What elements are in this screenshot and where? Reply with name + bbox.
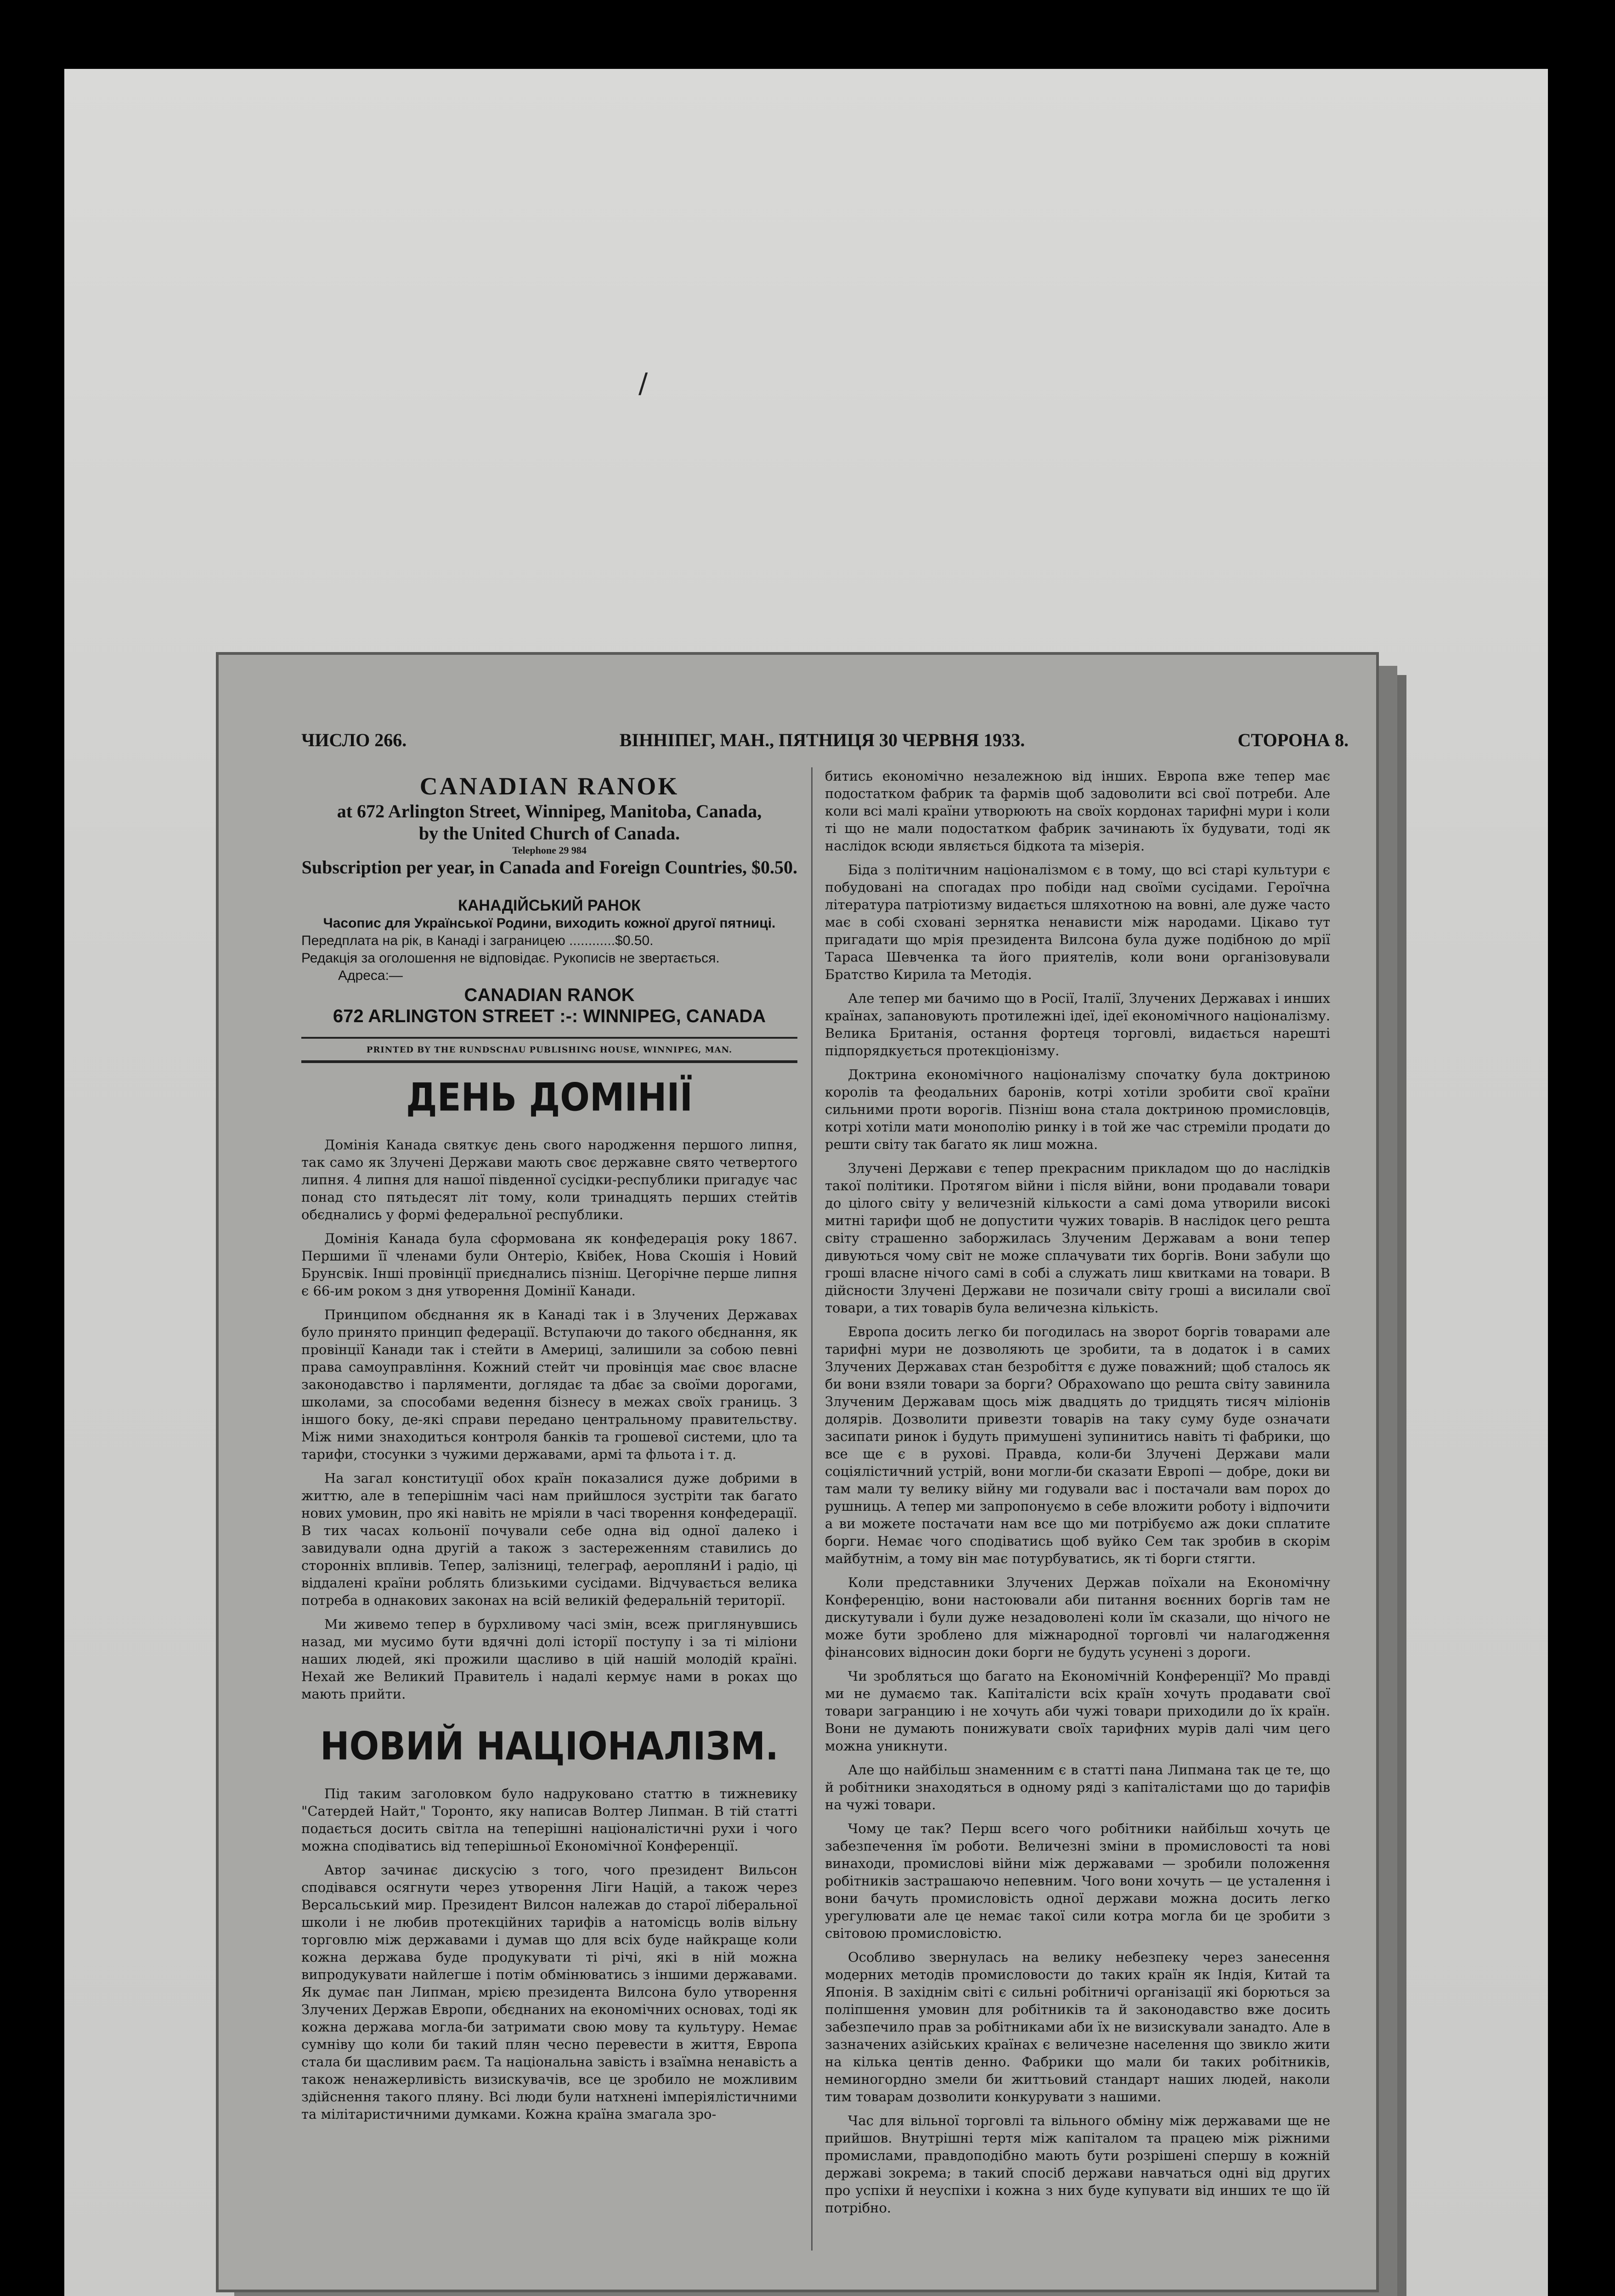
- paragraph: Чому це так? Перш всего чого робітники найбільш хочуть це забезпечення їм роботи. Величезні зміни в промисловості та нові винаходи, промислові війни між державами — зробили положення робітників застрашаючо непевним. Чого вони хочуть — це усталення і вони бачуть промисловість одної держави можна досить легко урегулювати але це немає такої сили котра могла би це зробити з світовою промисловістю.: [825, 1821, 1330, 1941]
- paragraph: Час для вільної торговлі та вільного обміну між державами ще не прийшов. Внутрішні тертя між капіталом та працею між ріжними промислами, правдоподібно мають бути розрішені спершу в кожній державі зокрема; в такий спосіб держави навчаться одні від других про успіхи й неуспіхи і кожна з них буде купувати від инших те що їй потрібно.: [825, 2113, 1330, 2216]
- paragraph: Автор зачинає дискусію з того, чого президент Вильсон сподівався осягнути через утворення Ліги Націй, а також через Версальський мир. Президент Вилсон належав до старої ліберальної школи і не любив протекційних тарифів а натомісць волів вільну торговлю між державами і думав що для всіх буде найкраще коли кожна держава буде продукувати ті річі, які в ній можна випродукувати найлегше і потім обмінюватись з іншими державами. Як думає пан Липман, мрією президента Вилсона було утворення Злучених Держав Европи, обєднаних на економічних основах, тоді як кожна держава могла-би затримати свою мову та культуру. Немає сумніву що коли би такий плян чесно перевести в життя, Европа стала би щасливим раєм. Та національна завість і взаїмна ненавість а також ненажерливість визискувачів, все це зробило не можливим здійснення такого пляну. Всі люди були натхнені імперіялістичними та мілітаристичними думками. Кожна країна змагала зро-: [301, 1862, 797, 2122]
- address-label: Адреса:—: [338, 968, 403, 983]
- masthead-telephone: Telephone 29 984: [512, 844, 587, 856]
- article-title: НОВИЙ НАЦІОНАЛІЗМ.: [320, 1723, 779, 1769]
- paragraph: Ми живемо тепер в бурхливому часі змін, всеж приглянувшись назад, ми мусимо бути вдячні долі історії поступу і за ті міліони наших людей, які прожили щасливо в цій нашій молодій країні. Нехай же Великий Правитель і надалі кермує нами в роках що мають прийти.: [301, 1616, 797, 1702]
- paragraph: Домінія Канада була сформована як конфедерація року 1867. Першими її членами були Онтеріо, Квібек, Нова Скошія і Новий Брунсвік. Інші провінції приєднались пізніш. Цегорічне перше липня є 66-им роком з дня утворення Домінії Канади.: [301, 1231, 797, 1299]
- rule: [301, 1060, 797, 1063]
- page-number: СТОРОНА 8.: [1237, 729, 1349, 750]
- address-name: CANADIAN RANOK: [464, 985, 635, 1005]
- article-body: [301, 1136, 797, 1703]
- masthead: [301, 772, 797, 878]
- newspaper-page: [216, 652, 1379, 2292]
- paragraph: Домінія Канада святкує день свого народження першого липня, так само як Злучені Держави мають своє державне свято четвертого липня. 4 липня для нашої південної сусідки-республики пригадує час понад сто пятьдесят літ тому, коли тринадцять перших стейтів обєднались у формі федеральної республики.: [301, 1137, 797, 1222]
- ukrainian-subtitle: Часопис для Української Родини, виходить кожної другої пятниці.: [323, 916, 776, 931]
- paragraph: Але що найбільш знаменним є в статті пана Липмана так це те, що й робітники знаходяться в одному ряді з капіталістами що до тарифів на чужі товари.: [825, 1762, 1330, 1812]
- page-header: [301, 724, 1349, 756]
- paragraph: Біда з політичним націоналізмом є в тому, що всі старі культури є побудовані на спогадах про побіди над своїми сусідами. Героїчна література патріотизму видається шляхотною на вовні, але дуже часто має в собі сховані зерняткa ненависти між народами. Цікаво тут пригадати що мрія президента Вилсона була дуже подібною до мрії Тараса Шевченка та його приятелів, коли вони організовували Братство Кирила та Методія.: [825, 862, 1330, 982]
- paragraph: Чи зробляться що багато на Економічній Конференції? Мо правді ми не думаємо так. Капіталісти всіх країн хочуть продавати свої товари загранцию і не хочуть аби чужі товари приходили до їх країн. Вони не думають понижувати своїх тарифних мурів далі чим цего можна уникнути.: [825, 1668, 1330, 1754]
- issue-number: ЧИСЛО 266.: [301, 729, 407, 750]
- paragraph: На загал конституції обох країн показалися дуже добрими в життю, але в теперішнім часі нам прийшлося зустріти так багато нових умовин, про які навіть не мріяли в часі творення конфедерації. В тих часах кольонії почували себе одна від одної далеко і завидували одна другій а також з застереженням ставились до сторонніх впливів. Тепер, залізниці, телеграф, аероплянИ і радіо, ці віддалені країни роблять близькими сусідами. Відчувається велика потреба в однакових законах на всій великій федеральній території.: [301, 1470, 797, 1608]
- paragraph: битись економічно незалежною від інших. Европа вже тепер має подостатком фабрик та фармів щоб задоволити всі свої потреби. Але коли всі малі країни утворюють на своїх кордонах тарифні мури і коли ті що не мали подостатком фабрик зачинають їх будувати, тоді як наслідок всюди являється бідкота та мізерія.: [825, 768, 1330, 854]
- printed-by: PRINTED BY THE RUNDSCHAU PUBLISHING HOUSE, WINNIPEG, MAN.: [366, 1045, 733, 1055]
- right-column: [825, 767, 1330, 2251]
- scratch-mark: /: [638, 367, 648, 400]
- paragraph: Европа досить легко би погодилась на зворот боргів товарами але тарифні мури не дозволяють це зробити, та в додаток і в самих Злучених Державах стан безробіття є дуже поважний; щоб сталось як би вони взяли товари за борги? Обрахowano що решта світу завинила Злученим Державам щось між двадцять до тридцять тисяч міліонів долярів. Дозволити привезти товарів на таку суму буде означати засипати ринок і будуть примушені зупинитись навіть ті фабрики, що все ще є в руховi. Правда, коли-би Злучені Держави мали соціялістичний устрій, вони могли-би сказати Европі — добре, доки ви там мали ту велику війну ми годували вас і постачали вам порох до рушниць. А тепер ми запропонуємо в себе вложити роботу і відпочити а ви можете постачати нам все що ми потрібуємо аж доки сплатите борги. Немає чого сподіватись щоб вуйко Сем так зробив в скорім майбутнім, а тому він має потурбуватись, як ті борги стягти.: [825, 1324, 1330, 1566]
- dateline: ВІННІПЕГ, МАН., ПЯТНИЦЯ 30 ЧЕРВНЯ 1933.: [619, 729, 1025, 750]
- masthead-publisher: by the United Church of Canada.: [418, 823, 680, 844]
- left-column: [301, 767, 797, 2251]
- masthead-address: at 672 Arlington Street, Winnipeg, Manitoba, Canada,: [337, 801, 762, 822]
- column-divider: [811, 767, 813, 2251]
- article-title: ДЕНЬ ДОМІНІЇ: [406, 1075, 693, 1120]
- masthead-title: CANADIAN RANOK: [419, 772, 679, 800]
- paragraph: Особливо звернулась на велику небезпеку через занесення модерних методів промисловости до таких країн як Індія, Китай та Японія. В західнім світі є сильні робітничі організації які борються за поліпшення умовин для робітників та й законодавство вже досить забезпечило прав за робітниками аби їх не визискували занадто. Але в зазначених азійських країнах є величезне населення що звикло жити на кілька центів денно. Фабрики що мали би таких робітників, неминогордно змели би життьовий стандарт наших людей, наколи тим товарам дозволити конкурувати з нашими.: [825, 1949, 1330, 2105]
- rule: [301, 1037, 797, 1039]
- paragraph: Принципом обєднання як в Канаді так і в Злучених Державах було принято принцип федерації. Вступаючи до такого обєднання, як провінції Канади так і стейти в Америці, залишили за собою певні права самоуправління. Кожний стейт чи провінція має своє власне законодавство і парляменти, доглядає та дбає за своїми дорогами, школами, за способами ведення бізнесу в межах своїх границь. З іншого боку, де-які справи передано центральному правительству. Між ними знаходиться контроля банків та грошевої системи, цло та тарифи, стосунки з чужими державами, армі та фльота і т. д.: [301, 1307, 797, 1462]
- paragraph: Доктрина економічного націоналізму спочатку була доктриною королів та феодальних баронів, котрі хотіли зробити свої країни сильними проти ворогів. Пізніш вона стала доктриною промисловців, котрі хотіли мати монополію ринку і в той же час стреміли продати до решти світу так багато як лиш можна.: [825, 1067, 1330, 1152]
- editorial-note: Редакція за оголошення не відповідає. Рукописів не звертається.: [301, 951, 720, 966]
- subscription-price: Передплата на рік, в Канаді і заграницею ............$0.50.: [301, 933, 654, 948]
- address-street: 672 ARLINGTON STREET :-: WINNIPEG, CANADA: [333, 1006, 766, 1026]
- paragraph: Коли представники Злучених Держав поїхали на Економічну Конференцію, вони настоювали аби питання воєнних боргів там не дискутували і були дуже незадоволені коли їм сказали, що нічого не може бути зроблено для міжнародної торговлі чи налагодження фінансових відносин доки борги не будуть усунені з дороги.: [825, 1575, 1330, 1660]
- paragraph: Але тепер ми бачимо що в Росії, Італії, Злучених Державах і инших країнах, запановують протилежні ідеї, ідеї економічного націоналізму. Велика Британія, остання фортеця торговлі, видається нарешті підпорядкується протекціонізму.: [825, 990, 1330, 1058]
- masthead-subscription: Subscription per year, in Canada and Foreign Countries, $0.50.: [301, 857, 797, 878]
- article-body: [825, 767, 1330, 2217]
- article-body: [301, 1785, 797, 2123]
- ukrainian-masthead-title: КАНАДІЙСЬКИЙ РАНОК: [458, 897, 641, 914]
- paragraph: Злучені Держави є тепер прекрасним прикладом що до наслідків такої політики. Протягом війни і після війни, вони продавали товари до цілого світу у величезній кількости а самі дома утворили високі митні тарифи щоб не допустити чужих товарів. В наслідок цего решта світу страшенно заборжилась Злученим Державам а вони тепер дивуються чому світ не може сплачувати тих боргів. Вони забули що гроші власне нічого самі в собі а служать лиш квитками на товари. В дійсности Злучені Держави не позичали світу гроші а висилали свої товари, а тих товарів була величезна кількість.: [825, 1160, 1330, 1316]
- paragraph: Під таким заголовком було надруковано статтю в тижневику "Сатердей Найт," Торонто, яку написав Волтер Липман. В тій статті подається досить світла на теперішні націоналістичні рухи і чого можна сподіватись від теперішньої Економічної Конференції.: [301, 1786, 797, 1854]
